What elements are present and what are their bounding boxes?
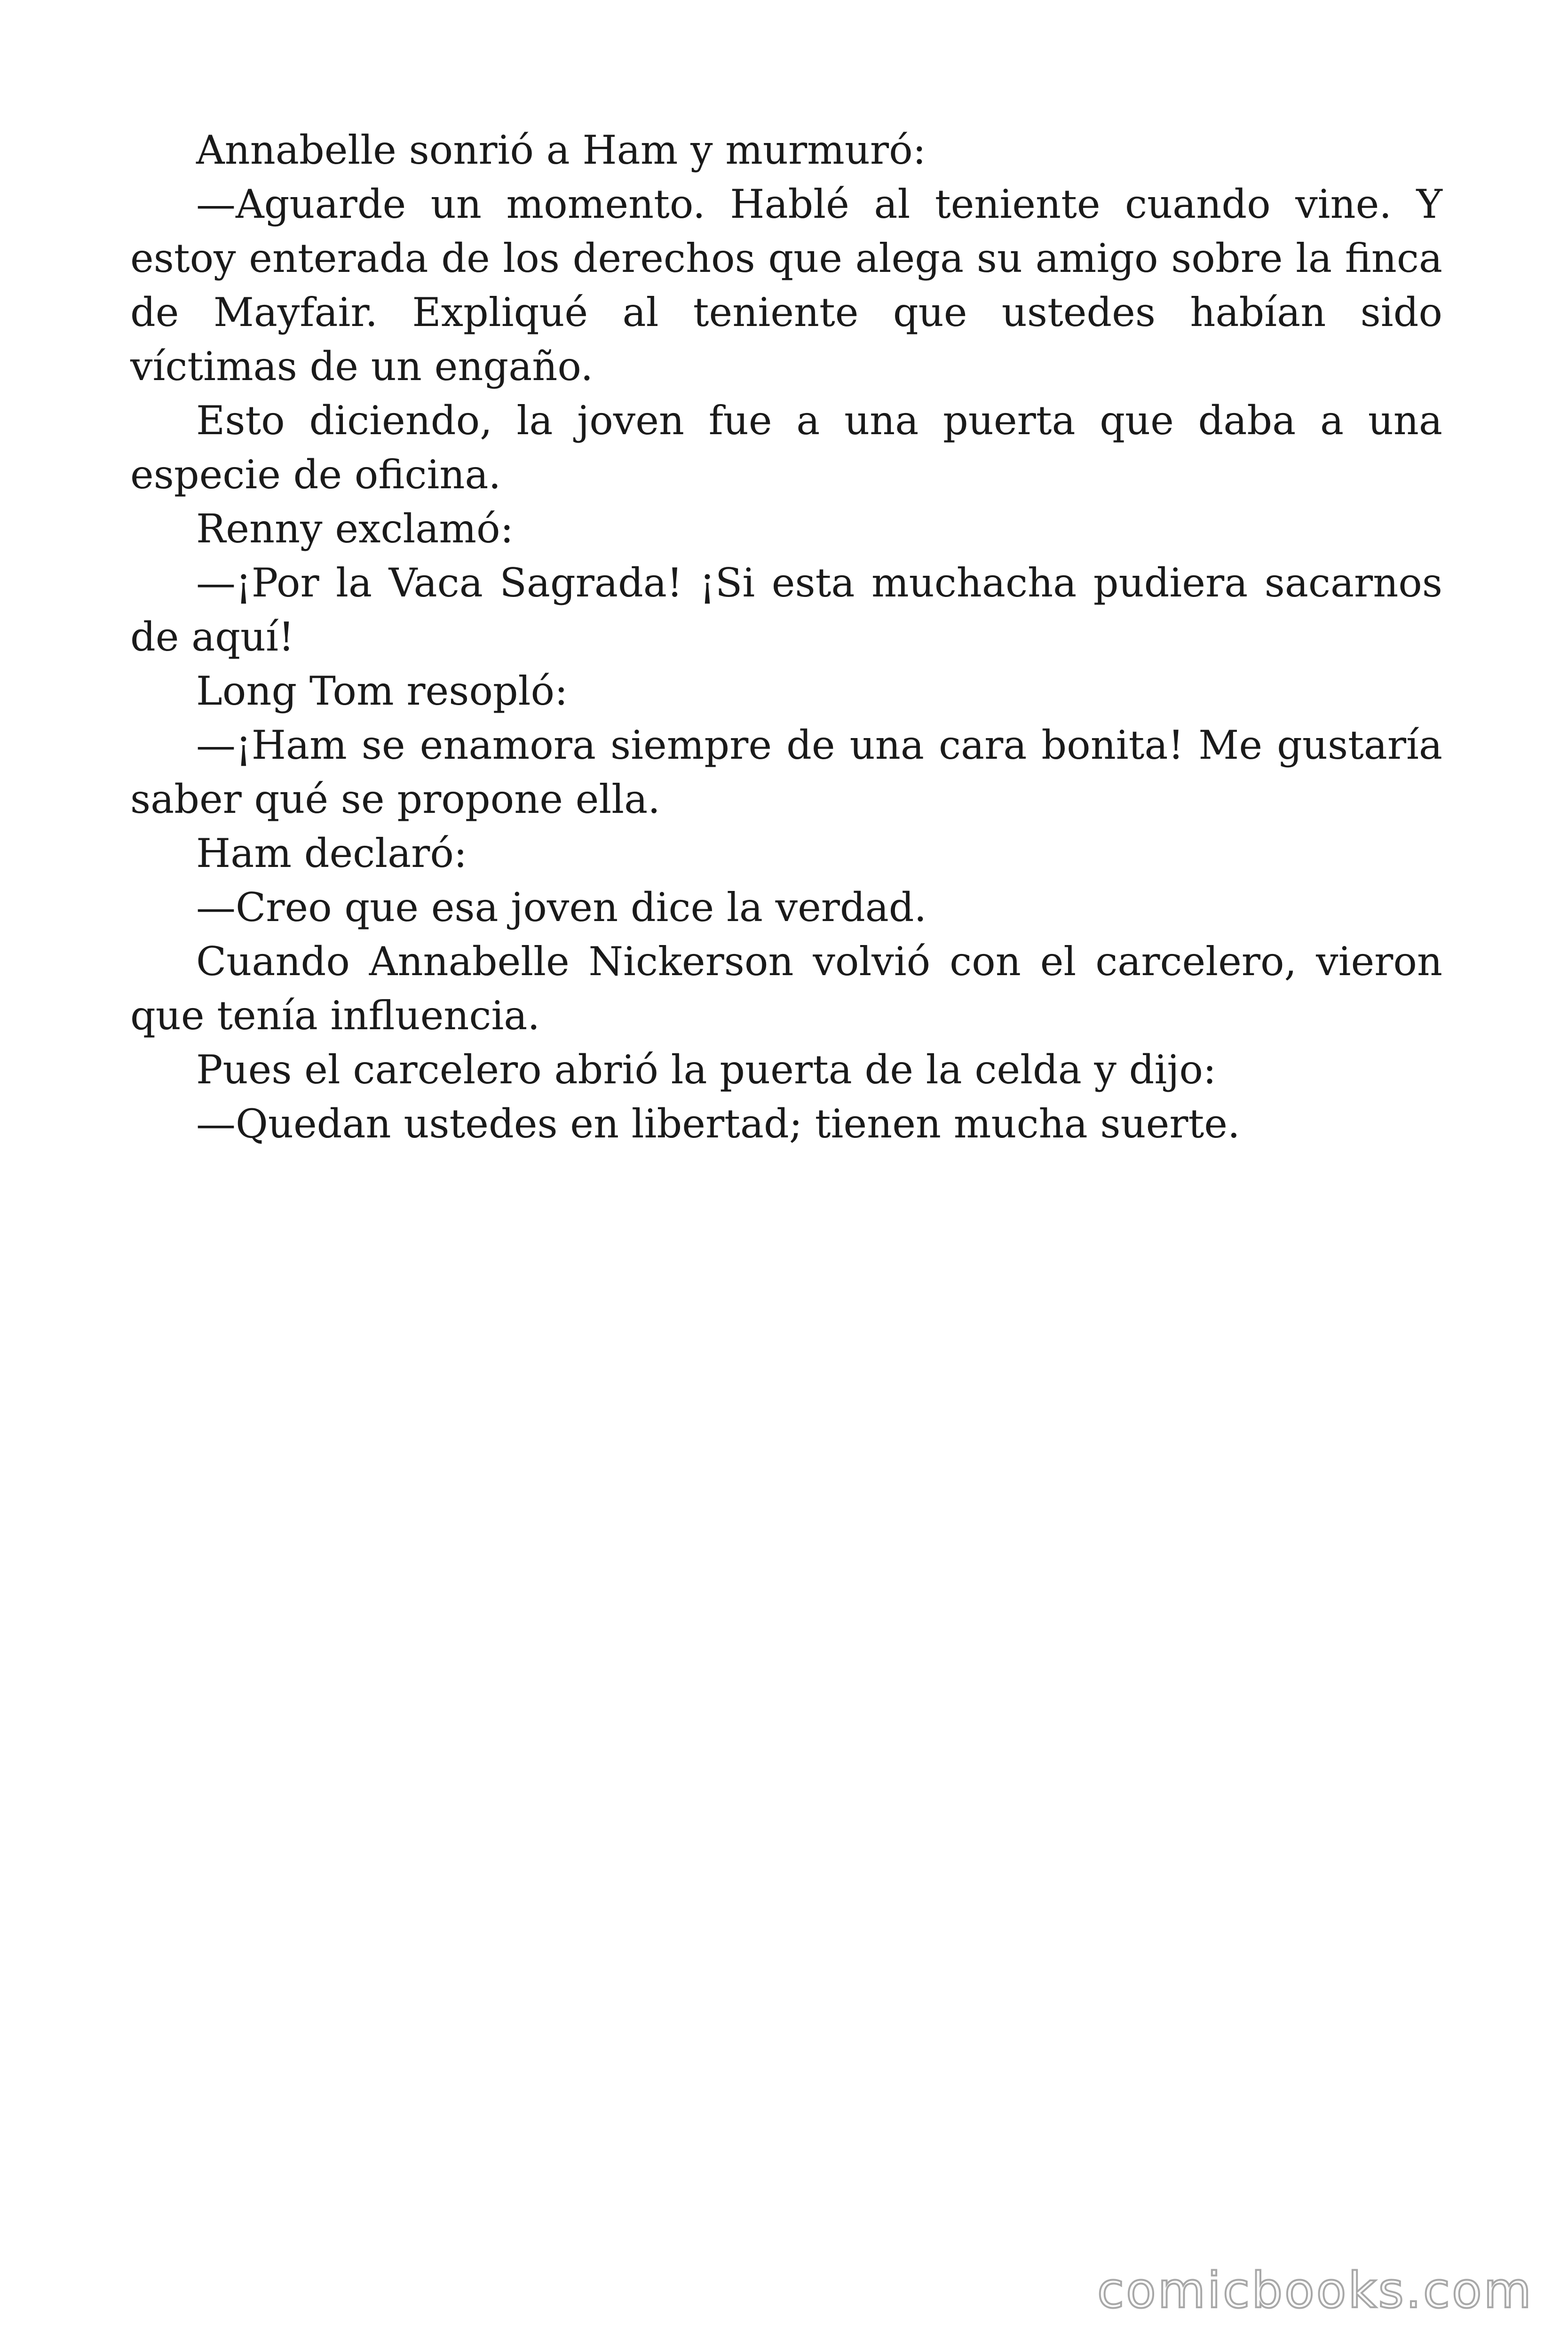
- page-body: [130, 123, 1442, 1151]
- paragraph: Pues el carcelero abrió la puerta de la celda y dijo:: [196, 1047, 1217, 1093]
- paragraph: Renny exclamó:: [196, 506, 514, 552]
- paragraph: Ham declaró:: [196, 830, 467, 876]
- paragraph: Annabelle sonrió a Ham y murmuró:: [196, 127, 926, 173]
- paragraph: Cuando Annabelle Nickerson volvió con el carcelero, vieron que tenía influencia.: [130, 938, 1442, 1039]
- paragraph: —Aguarde un momento. Hablé al teniente cuando vine. Y estoy enterada de los derechos que alega su amigo sobre la finca de Mayfair. Expliqué al teniente que ustedes habían sido víctimas de un engaño.: [130, 181, 1442, 389]
- paragraph: Esto diciendo, la joven fue a una puerta que daba a una especie de oficina.: [130, 397, 1442, 498]
- paragraph: —¡Por la Vaca Sagrada! ¡Si esta muchacha pudiera sacarnos de aquí!: [130, 560, 1442, 660]
- paragraph: —¡Ham se enamora siempre de una cara bonita! Me gustaría saber qué se propone ella.: [130, 722, 1442, 822]
- paragraph: Long Tom resopló:: [196, 668, 568, 714]
- paragraph: —Quedan ustedes en libertad; tienen mucha suerte.: [196, 1101, 1240, 1147]
- watermark: comicbooks.com: [1097, 2262, 1533, 2319]
- paragraph: —Creo que esa joven dice la verdad.: [196, 884, 927, 930]
